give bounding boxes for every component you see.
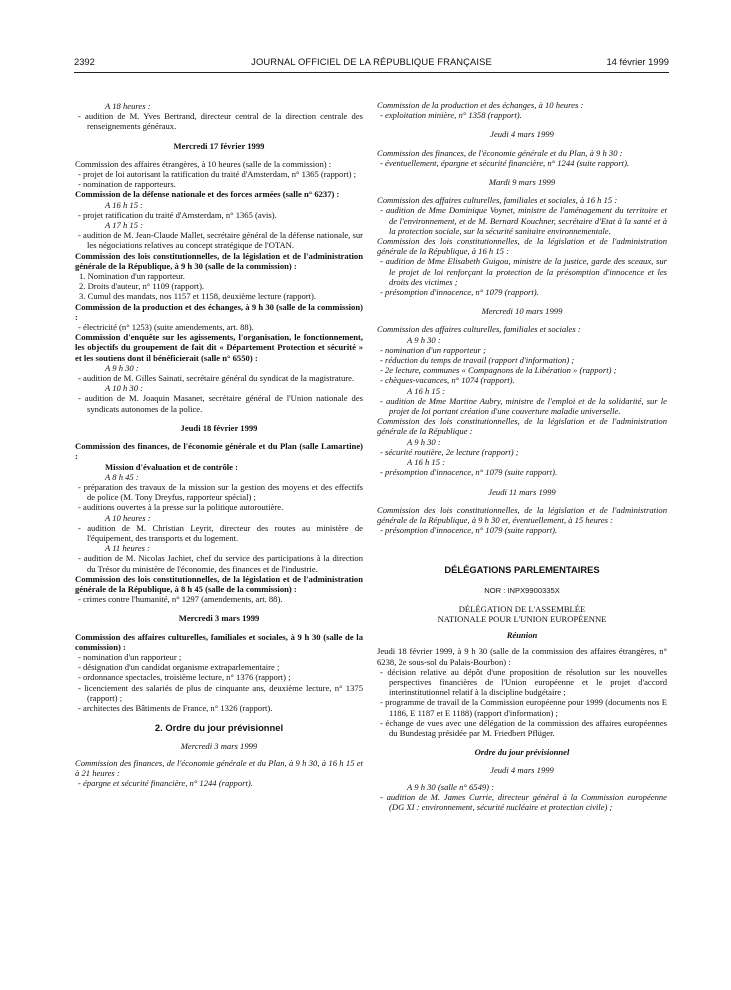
commission-heading: Commission des lois constitutionnelles, de la législation et de l'administration générale de la République, à 9 h 30 (salle de la commission) : [75, 250, 363, 271]
agenda-item: - audition de M. Jean-Claude Mallet, secrétaire général de la défense nationale, sur les négociations relatives au concept stratégique de l'OTAN. [78, 230, 363, 251]
agenda-item: - désignation d'un candidat organisme extraparlementaire ; [78, 662, 280, 673]
section-heading: 2. Ordre du jour prévisionnel [154, 722, 284, 734]
time-label: A 9 h 30 (salle n° 6549) : [407, 781, 495, 792]
agenda-item: - nomination d'un rapporteur ; [78, 651, 182, 662]
right-column [377, 100, 667, 812]
day-heading: Jeudi 18 février 1999 [180, 422, 258, 433]
commission-heading: Commission des lois constitutionnelles, de la législation et de l'administration générale de la République, à 9 h 30 et, éventuellement, à 15 heures : [377, 504, 667, 525]
commission-heading: Commission des lois constitutionnelles, de la législation et de l'administration générale de la République, à 8 h 45 (salle de la commission) : [75, 573, 363, 594]
time-label: A 10 heures : [105, 512, 151, 523]
day-heading: Mercredi 10 mars 1999 [481, 306, 563, 317]
left-column [75, 101, 363, 788]
agenda-item: - crimes contre l'humanité, n° 1297 (amendements, art. 88). [78, 594, 283, 605]
commission-heading: Commission de la défense nationale et des forces armées (salle n° 6237) : [75, 189, 340, 200]
day-heading: Mercredi 3 mars 1999 [178, 613, 260, 624]
commission-heading: Commission des finances, de l'économie générale et du Plan, à 9 h 30 : [377, 147, 623, 158]
agenda-item: - décision relative au dépôt d'une proposition de résolution sur les nouvelles perspectives financières de l'Union européenne et le projet d'accord interinstitutionnel relatif à la discipline budgétaire ; [380, 666, 667, 698]
day-heading: Mercredi 17 février 1999 [173, 140, 265, 151]
day-heading: Jeudi 11 mars 1999 [488, 486, 556, 497]
issue-date: 14 février 1999 [606, 56, 669, 67]
meeting-intro: Jeudi 18 février 1999, à 9 h 30 (salle de la commission des affaires étrangères, n° 6238, 2e sous-sol du Palais-Bourbon) : [377, 646, 667, 667]
agenda-item: 2. Droits d'auteur, n° 1109 (rapport). [79, 281, 205, 292]
commission-heading: Commission des finances, de l'économie générale et du Plan (salle Lamartine) : [75, 441, 363, 462]
agenda-item: - programme de travail de la Commission européenne pour 1999 (documents nos E 1186, E 1187 et E 1188) (rapport d'information) ; [380, 697, 667, 718]
commission-heading: Commission des affaires étrangères, à 10 heures (salle de la commission) : [75, 158, 332, 169]
agenda-item: - audition de Mme Dominique Voynet, ministre de l'aménagement du territoire et de l'environnement, et de M. Bernard Kouchner, secrétaire d'Etat à la santé et à la protection sociale, sur la sécurité sanitaire environnementale. [380, 205, 667, 236]
time-label: A 11 heures : [105, 543, 150, 554]
agenda-item: - audition de Mme Martine Aubry, ministre de l'emploi et de la solidarité, sur le projet de loi portant création d'une couverture maladie universelle. [380, 395, 667, 417]
agenda-item: - échange de vues avec une délégation de la commission des affaires européennes du Bundestag présidée par M. Friedbert Pflüger. [380, 717, 667, 738]
nor-reference: NOR : INPX9900335X [484, 585, 560, 595]
mission-heading: Mission d'évaluation et de contrôle : [105, 461, 238, 472]
agenda-item: - présomption d'innocence, n° 1079 (rapport). [380, 287, 539, 298]
time-label: A 18 heures : [105, 101, 151, 111]
commission-heading: Commission des finances, de l'économie générale et du Plan, à 9 h 30, à 16 h 15 et à 21 heures : [75, 757, 363, 778]
page-header [74, 57, 669, 71]
time-label: A 16 h 15 : [407, 457, 446, 468]
commission-heading: Commission d'enquête sur les agissements, l'organisation, le fonctionnement, les objectifs du groupement de fait dit « Département Protection et sécurité » et les soutiens dont il bénéficierait (salle n° 6550) : [75, 332, 363, 363]
agenda-item: - réduction du temps de travail (rapport d'information) ; [380, 355, 575, 366]
commission-heading: Commission des lois constitutionnelles, de la législation et de l'administration générale de la République : [377, 416, 667, 437]
day-heading: Jeudi 4 mars 1999 [490, 129, 554, 140]
day-heading: Mercredi 3 mars 1999 [180, 741, 258, 752]
agenda-item: - audition de M. Nicolas Jachiet, chef du service des participations à la direction du Trésor du ministère de l'économie, des finances et de l'industrie. [78, 553, 363, 574]
agenda-item: 3. Cumul des mandats, nos 1157 et 1158, deuxième lecture (rapport). [79, 291, 317, 302]
agenda-item: - présomption d'innocence, n° 1079 (suite rapport). [380, 467, 558, 478]
agenda-item: - présomption d'innocence, n° 1079 (suite rapport). [380, 525, 558, 536]
time-label: A 16 h 15 : [105, 199, 144, 210]
agenda-item: - projet de loi autorisant la ratification du traité d'Amsterdam, n° 1365 (rapport) ; [78, 169, 356, 180]
agenda-item: - projet ratification du traité d'Amsterdam, n° 1365 (avis). [78, 209, 277, 220]
agenda-item: - audition de M. Yves Bertrand, directeur central de la direction centrale des renseignements généraux. [78, 111, 363, 132]
agenda-item: - audition de M. Gilles Sainati, secrétaire général du syndicat de la magistrature. [78, 373, 355, 384]
delegation-title: DÉLÉGATION DE L'ASSEMBLÉE NATIONALE POUR L'UNION EUROPÉENNE [437, 603, 607, 624]
header-rule [74, 72, 669, 73]
day-heading: Mardi 9 mars 1999 [488, 177, 556, 188]
commission-heading: Commission des affaires culturelles, familiales et sociales, à 9 h 30 (salle de la commission) : [75, 631, 363, 652]
agenda-item: - 2e lecture, communes « Compagnons de la Libération » (rapport) ; [380, 365, 617, 376]
commission-heading: Commission de la production et des échanges, à 9 h 30 (salle de la commission) : [75, 301, 363, 322]
agenda-item: - préparation des travaux de la mission sur la gestion des moyens et des effectifs de police (M. Tony Dreyfus, rapporteur spécial) ; [78, 481, 363, 503]
time-label: A 9 h 30 : [407, 334, 441, 345]
time-label: A 16 h 15 : [407, 385, 446, 396]
agenda-item: 1. Nomination d'un rapporteur. [79, 271, 185, 282]
commission-heading: Commission des affaires culturelles, familiales et sociales, à 16 h 15 : [377, 195, 618, 206]
time-label: A 9 h 30 : [407, 436, 441, 447]
time-label: A 10 h 30 : [105, 383, 144, 394]
agenda-item: - auditions ouvertes à la presse sur la politique autoroutière. [78, 502, 284, 513]
commission-heading: Commission des lois constitutionnelles, de la législation et de l'administration générale de la République, à 16 h 15 : [377, 236, 667, 257]
agenda-item: - ordonnance spectacles, troisième lecture, n° 1376 (rapport) ; [78, 672, 291, 683]
agenda-item: - audition de Mme Elisabeth Guigou, ministre de la justice, garde des sceaux, sur le projet de loi renforçant la protection de la présomption d'innocence et les droits des victimes ; [380, 256, 667, 287]
commission-heading: Commission de la production et des échanges, à 10 heures : [377, 100, 584, 110]
agenda-item: - électricité (n° 1253) (suite amendements, art. 88). [78, 322, 254, 333]
commission-heading: Commission des affaires culturelles, familiales et sociales : [377, 324, 581, 335]
agenda-item: - architectes des Bâtiments de France, n° 1326 (rapport). [78, 702, 273, 713]
agenda-item: - exploitation minière, n° 1358 (rapport). [380, 110, 522, 121]
agenda-item: - nomination de rapporteurs. [78, 179, 176, 190]
page-number: 2392 [74, 56, 95, 67]
time-label: A 8 h 45 : [105, 471, 139, 482]
agenda-item: - nomination d'un rapporteur ; [380, 344, 486, 355]
agenda-item: - chèques-vacances, n° 1074 (rapport). [380, 375, 515, 386]
agenda-item: - audition de M. Christian Leyrit, directeur des routes au ministère de l'équipement, des transports et du logement. [78, 522, 363, 543]
agenda-item: - éventuellement, épargne et sécurité financière, n° 1244 (suite rapport). [380, 157, 630, 168]
day-heading: Jeudi 4 mars 1999 [490, 765, 554, 776]
agenda-item: - audition de M. Joaquin Masanet, secrétaire général de l'Union nationale des syndicats autonomes de la police. [78, 393, 363, 414]
meeting-heading: Réunion [506, 630, 538, 641]
journal-title: JOURNAL OFFICIEL DE LA RÉPUBLIQUE FRANÇAISE [251, 56, 492, 67]
agenda-item: - licenciement des salariés de plus de cinquante ans, deuxième lecture, n° 1375 (rapport) ; [78, 682, 363, 703]
agenda-item: - sécurité routière, 2e lecture (rapport) ; [380, 446, 519, 457]
agenda-heading: Ordre du jour prévisionnel [474, 747, 570, 758]
agenda-item: - audition de M. James Currie, directeur général à la Commission européenne (DG XI : environnement, sécurité nucléaire et protection civile) ; [380, 791, 667, 812]
time-label: A 17 h 15 : [105, 220, 144, 231]
delegations-heading: DÉLÉGATIONS PARLEMENTAIRES [444, 564, 600, 576]
agenda-item: - épargne et sécurité financière, n° 1244 (rapport). [78, 777, 253, 788]
time-label: A 9 h 30 : [105, 362, 139, 373]
